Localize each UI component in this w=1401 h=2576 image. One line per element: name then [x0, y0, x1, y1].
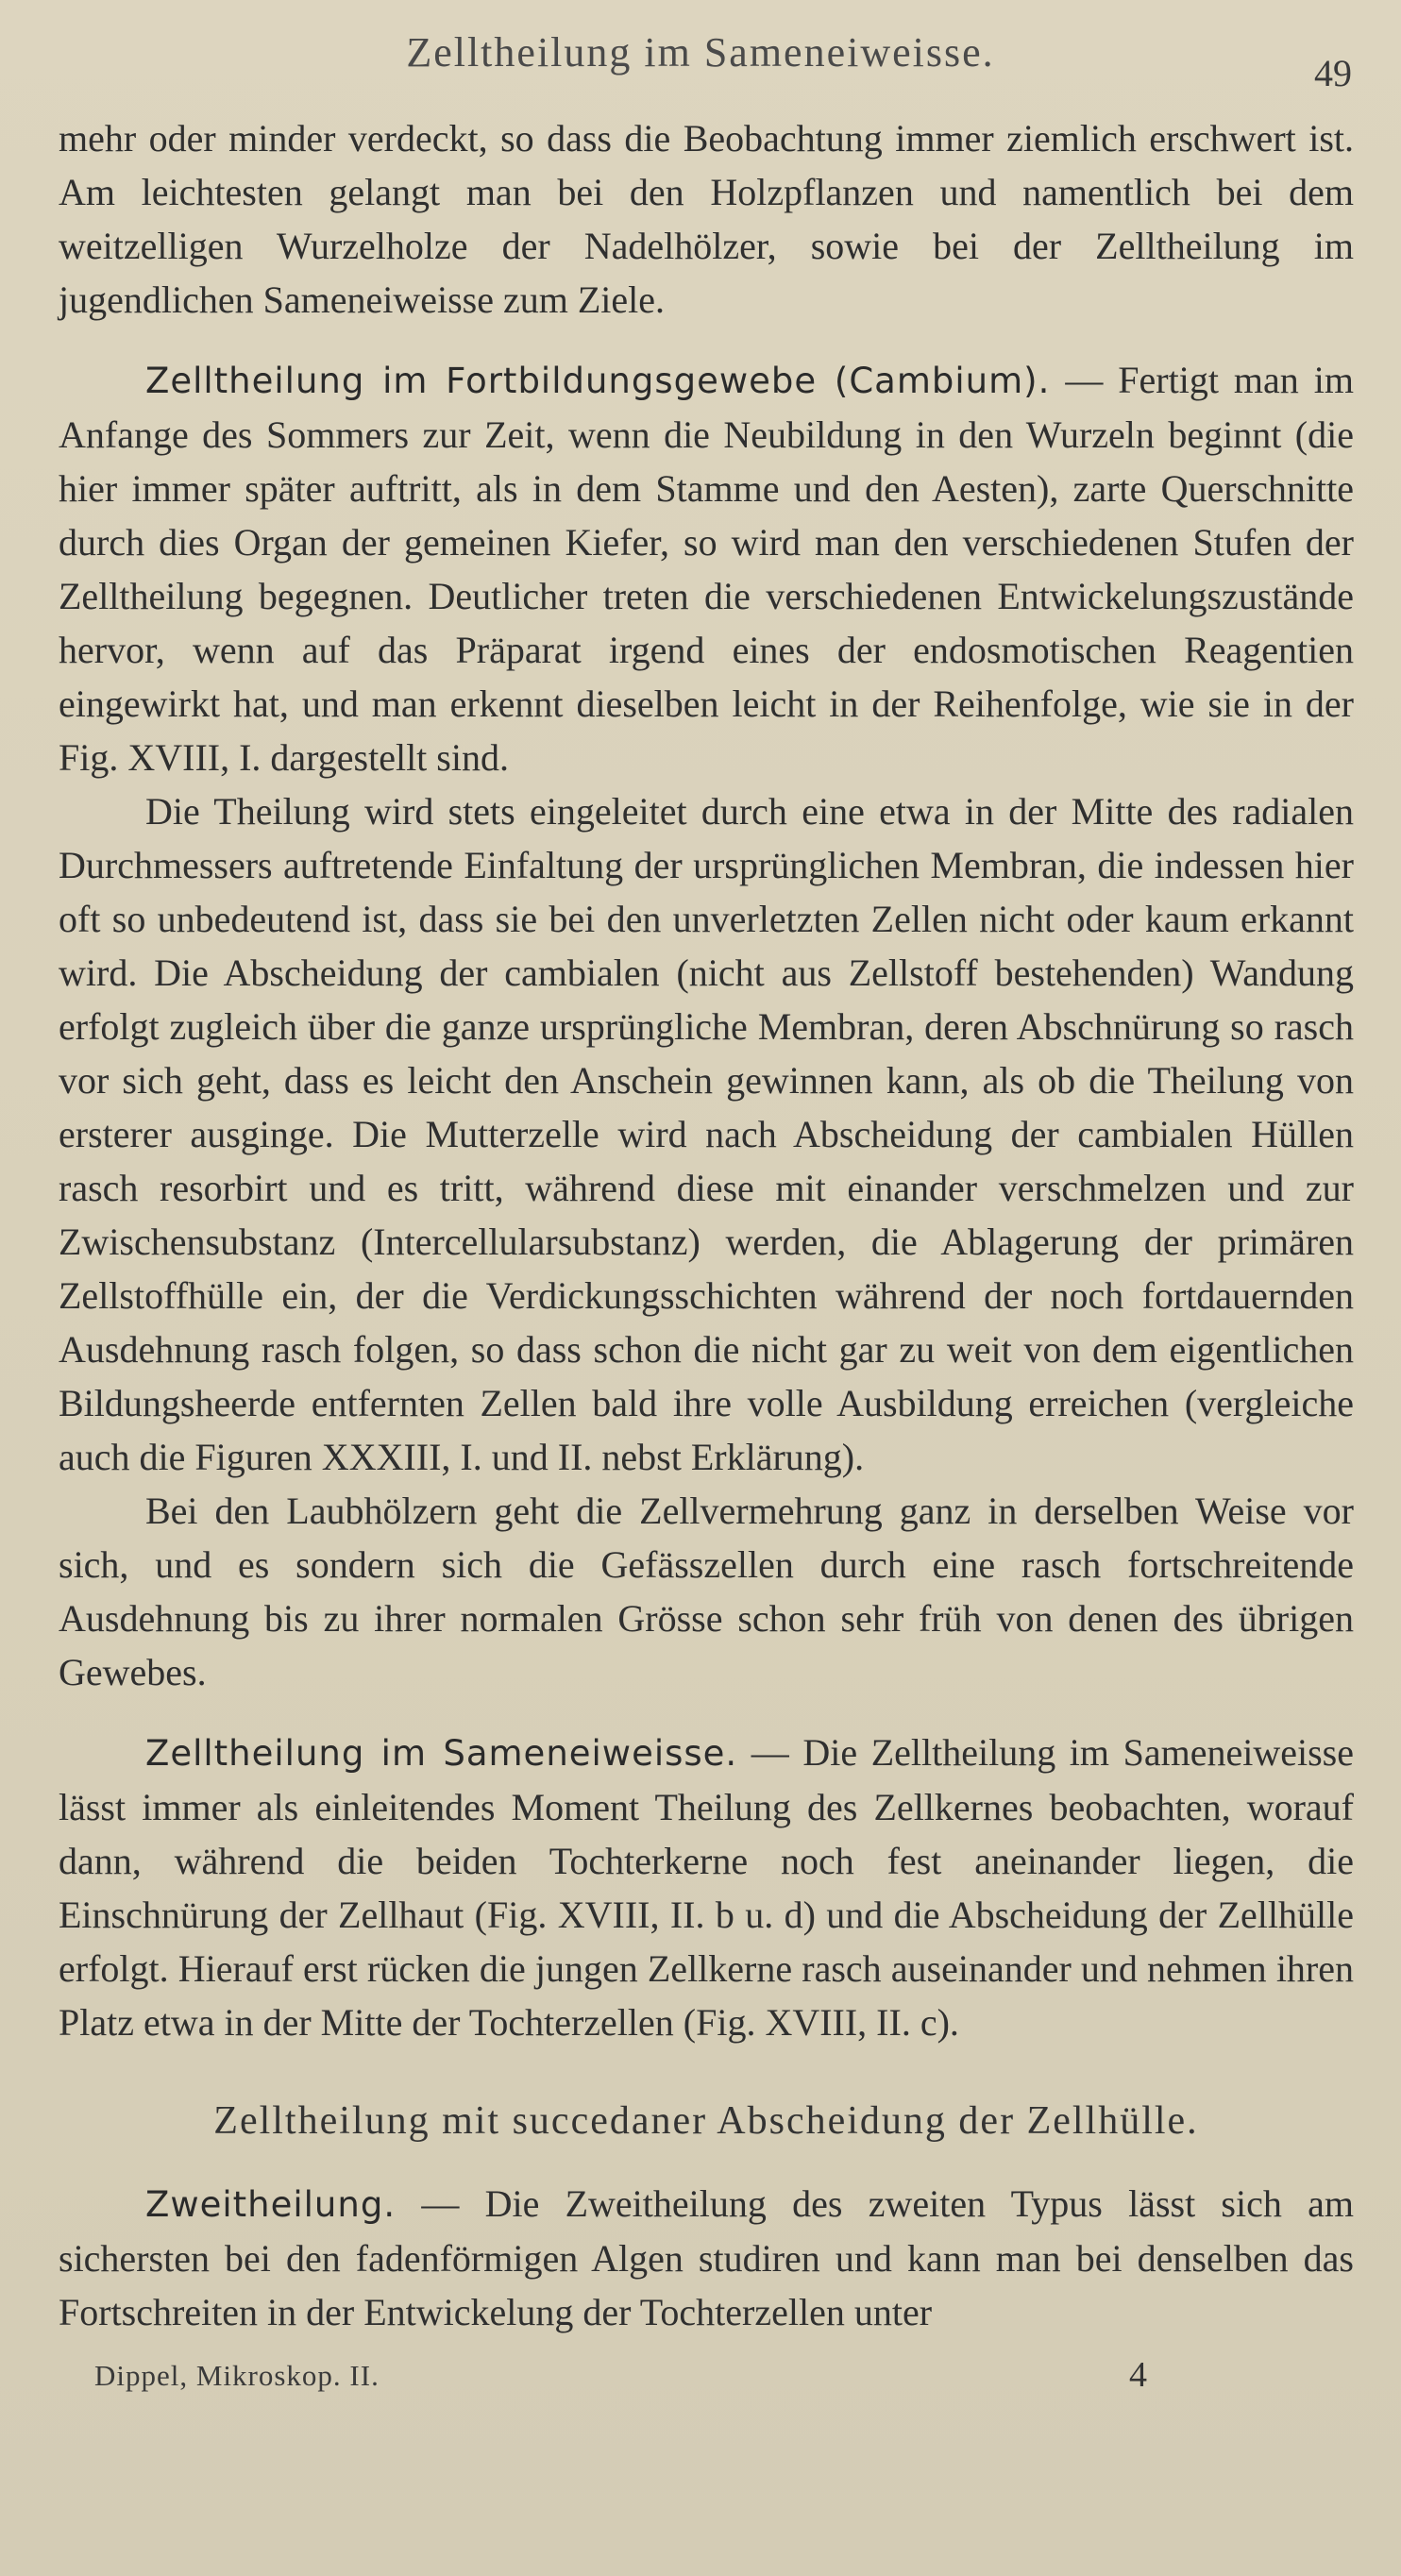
paragraph-laubhoelzer: [59, 1484, 1354, 1699]
paragraph-zweitheilung: [59, 2177, 1354, 2339]
paragraph-theilung: [59, 784, 1354, 1484]
paragraph-text: — Fertigt man im Anfange des Sommers zur Zeit, wenn die Neubildung in den Wurzeln beginnt (die hier immer später auftritt, als in dem Stamme und den Aesten), zarte Querschnitte durch dies Organ der gemeinen Kiefer, so wird man den verschiedenen Stufen der Zelltheilung begegnen. Deutlicher treten die verschiedenen Entwickelungszustände hervor, wenn auf das Präparat irgend eines der endosmotischen Reagentien eingewirkt hat, und man erkennt dieselben leicht in der Reihenfolge, wie sie in der Fig. XVIII, I. dargestellt sind.: [59, 359, 1354, 779]
page-number: 49: [1314, 52, 1352, 94]
paragraph-heading: Zelltheilung im Fortbildungsgewebe (Cambium).: [145, 361, 1051, 401]
paragraph-continuation: [59, 111, 1354, 327]
paragraph-cambium: [59, 353, 1354, 784]
section-title: Zelltheilung mit succedaner Abscheidung der Zellhülle.: [213, 2099, 1199, 2143]
footer-signature: Dippel, Mikroskop. II.: [94, 2359, 380, 2392]
body-text: [59, 111, 1354, 2339]
paragraph-heading: Zweitheilung.: [145, 2184, 397, 2225]
signature-mark: 4: [1129, 2355, 1147, 2395]
paragraph-text: — Die Zelltheilung im Sameneiweisse lässt immer als einleitendes Moment Theilung des Zellkernes beobachten, worauf dann, während die beiden Tochterkerne noch fest aneinander liegen, die Einschnürung der Zellhaut (Fig. XVIII, II. b u. d) und die Abscheidung der Zellhülle erfolgt. Hierauf erst rücken die jungen Zellkerne rasch auseinander und nehmen ihren Platz etwa in der Mitte der Tochterzellen (Fig. XVIII, II. c).: [59, 1731, 1354, 2044]
paragraph-sameneiweisse: [59, 1726, 1354, 2049]
running-head: Zelltheilung im Sameneiweisse.: [406, 29, 995, 76]
paragraph-text: Die Theilung wird stets eingeleitet durch eine etwa in der Mitte des radialen Durchmessers auftretende Einfaltung der ursprünglichen Membran, die indessen hier oft so unbedeutend ist, dass sie bei den unverletzten Zellen nicht oder kaum erkannt wird. Die Abscheidung der cambialen (nicht aus Zellstoff bestehenden) Wandung erfolgt zugleich über die ganze ursprüngliche Membran, deren Abschnürung so rasch vor sich geht, dass es leicht den Anschein gewinnen kann, als ob die Theilung von ersterer ausginge. Die Mutterzelle wird nach Abscheidung der cambialen Hüllen rasch resorbirt und es tritt, während diese mit einander verschmelzen und zur Zwischensubstanz (Intercellularsubstanz) werden, die Ablagerung der primären Zellstoffhülle ein, der die Verdickungsschichten während der noch fortdauernden Ausdehnung rasch folgen, so dass schon die nicht gar zu weit von dem eigentlichen Bildungsheerde entfernten Zellen bald ihre volle Ausbildung erreichen (vergleiche auch die Figuren XXXIII, I. und II. nebst Erklärung).: [59, 790, 1354, 1478]
paragraph-text: — Die Zweitheilung des zweiten Typus lässt sich am sichersten bei den fadenförmigen Algen studiren und kann man bei denselben das Fortschreiten in der Entwickelung der Tochterzellen unter: [59, 2182, 1354, 2333]
paragraph-text: mehr oder minder verdeckt, so dass die Beobachtung immer ziemlich erschwert ist. Am leichtesten gelangt man bei den Holzpflanzen und namentlich bei dem weitzelligen Wurzelholze der Nadelhölzer, sowie bei der Zelltheilung im jugendlichen Sameneiweisse zum Ziele.: [59, 117, 1354, 321]
paragraph-heading: Zelltheilung im Sameneiweisse.: [145, 1733, 738, 1774]
paragraph-text: Bei den Laubhölzern geht die Zellvermehrung ganz in derselben Weise vor sich, und es sondern sich die Gefässzellen durch eine rasch fortschreitende Ausdehnung bis zu ihrer normalen Grösse schon sehr früh von denen des übrigen Gewebes.: [59, 1490, 1354, 1693]
